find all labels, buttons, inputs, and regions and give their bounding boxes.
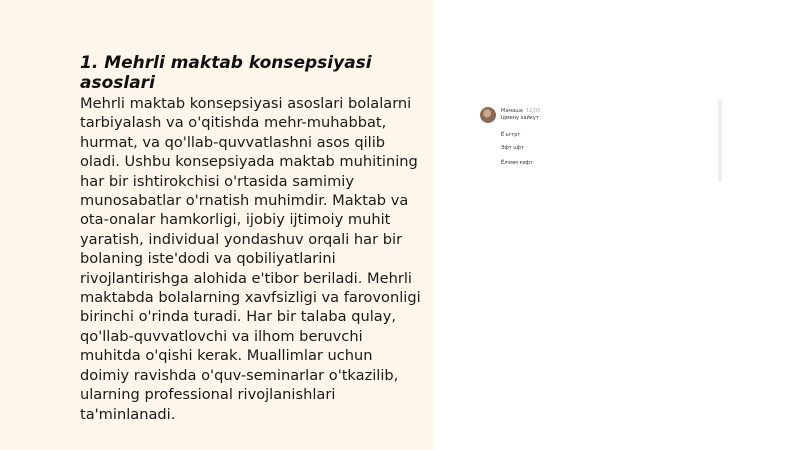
slide-body-text: Mehrli maktab konsepsiyasi asoslari bolalarni tarbiyalash va o'qitishda mehr-muhabbat, hurmat, va qo'llab-quvvatlashni asos qilib oladi. Ushbu konsepsiyada maktab muhitining har bir ishtirokchisi o'rtasida samimiy munosabatlar o'rnatish muhimdir. Maktab va ota-onalar hamkorligi, ijobiy ijtimoiy muhit yaratish, individual yondashuv orqali har bir bolaning iste'dodi va qobiliyatlarini rivojlantirishga alohida e'tibor beriladi. Mehrli maktabda bolalarning xavfsizligi va farovonligi birinchi o'rinda turadi. Har bir talaba qulay, qo'llab-quvvatlovchi va ilhom beruvchi muhitda o'qishi kerak. Muallimlar uchun doimiy ravishda o'quv-seminarlar o'tkazilib, ularning professional rivojlanishlari ta'minlanadi. xyxy=(80,95,421,423)
scrollbar[interactable] xyxy=(718,100,722,182)
avatar xyxy=(480,107,496,123)
chat-reply: Эфт цфт xyxy=(501,145,524,151)
chat-reply: Ёлчмм ғифт xyxy=(501,160,533,166)
chat-timestamp: 12:00 xyxy=(526,108,541,114)
image-panel xyxy=(433,0,800,450)
slide-title: 1. Mehrli maktab konsepsiyasi asoslari xyxy=(80,53,372,93)
chat-message: Ідмену хайкут xyxy=(501,115,539,121)
chat-reply: Ё ьгтрт xyxy=(501,132,521,138)
chat-sender-name: Мамаша xyxy=(501,108,523,114)
